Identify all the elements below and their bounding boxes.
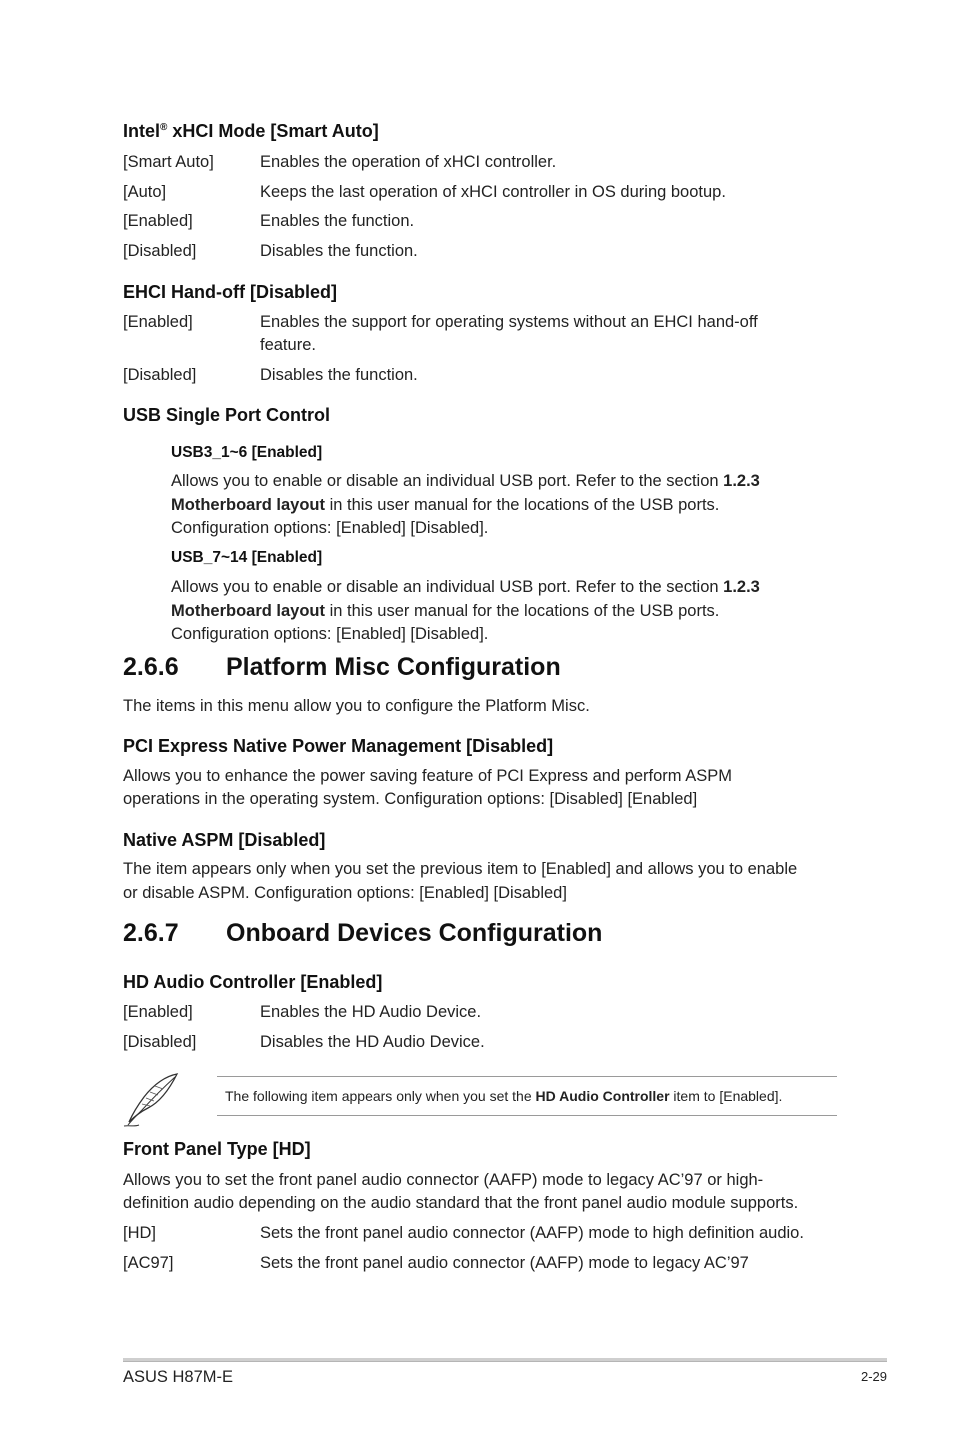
footer-page-number: 2-29 — [860, 1369, 887, 1384]
option-key: [Auto] — [123, 183, 167, 201]
item-ref: HD Audio Controller — [535, 1088, 670, 1104]
text-run: item to [Enabled]. — [669, 1088, 783, 1104]
section-title: Platform Misc Configuration — [226, 653, 561, 681]
pci-aspm-heading: PCI Express Native Power Management [Disabled] — [123, 736, 554, 756]
pci-desc-line1: Allows you to enhance the power saving feature of PCI Express and perform ASPM — [123, 767, 732, 785]
option-key: [AC97] — [123, 1254, 174, 1272]
section-heading-2-6-6 — [123, 653, 823, 685]
usb3-desc-line1 — [171, 472, 760, 491]
text-run: The following item appears only when you set the — [225, 1088, 536, 1104]
option-desc: Disables the function. — [260, 242, 418, 260]
usb-single-port-heading: USB Single Port Control — [123, 405, 330, 425]
option-desc: Keeps the last operation of xHCI controller in OS during bootup. — [260, 183, 726, 201]
usb3-desc-line2 — [171, 496, 719, 515]
option-desc: Disables the function. — [260, 366, 418, 384]
ehci-handoff-heading: EHCI Hand-off [Disabled] — [123, 282, 337, 302]
section-ref-title: Motherboard layout — [171, 496, 326, 514]
usb3-port-subheading: USB3_1~6 [Enabled] — [171, 444, 323, 461]
section-ref-title: Motherboard layout — [171, 602, 326, 620]
option-desc: Disables the HD Audio Device. — [260, 1033, 485, 1051]
section-number: 2.6.6 — [123, 653, 179, 681]
usb7-desc-line3: Configuration options: [Enabled] [Disabled]. — [171, 625, 489, 643]
usb3-desc-line3: Configuration options: [Enabled] [Disabled]. — [171, 519, 489, 537]
option-desc: Enables the support for operating systems without an EHCI hand-off — [260, 313, 758, 331]
option-key: [Enabled] — [123, 212, 193, 230]
option-key: [Disabled] — [123, 242, 197, 260]
native-aspm-heading: Native ASPM [Disabled] — [123, 830, 326, 850]
usb7-desc-line2 — [171, 602, 719, 621]
section-heading-2-6-7 — [123, 919, 823, 951]
footer-rule — [123, 1358, 887, 1362]
front-panel-desc-line1: Allows you to set the front panel audio connector (AAFP) mode to legacy AC’97 or high- — [123, 1171, 764, 1189]
option-desc: Sets the front panel audio connector (AAFP) mode to high definition audio. — [260, 1224, 804, 1242]
option-desc-continued: feature. — [260, 336, 316, 354]
footer-product-name: ASUS H87M-E — [123, 1368, 234, 1386]
registered-mark: ® — [160, 122, 168, 133]
option-key: [Smart Auto] — [123, 153, 214, 171]
section-ref: 1.2.3 — [723, 472, 760, 490]
option-key: [Disabled] — [123, 366, 197, 384]
xhci-mode-heading — [123, 121, 379, 142]
option-desc: Enables the operation of xHCI controller. — [260, 153, 557, 171]
front-panel-heading: Front Panel Type [HD] — [123, 1139, 311, 1159]
option-key: [HD] — [123, 1224, 156, 1242]
option-key: [Enabled] — [123, 313, 193, 331]
option-desc: Sets the front panel audio connector (AAFP) mode to legacy AC’97 — [260, 1254, 749, 1272]
pci-desc-line2: operations in the operating system. Configuration options: [Disabled] [Enabled] — [123, 790, 698, 808]
aspm-desc-line2: or disable ASPM. Configuration options: [Enabled] [Disabled] — [123, 884, 567, 902]
front-panel-desc-line2: definition audio depending on the audio standard that the front panel audio module supports. — [123, 1194, 799, 1212]
usb7-desc-line1 — [171, 578, 760, 597]
hd-audio-heading: HD Audio Controller [Enabled] — [123, 972, 383, 992]
section-title: Onboard Devices Configuration — [226, 919, 603, 947]
option-key: [Enabled] — [123, 1003, 193, 1021]
option-desc: Enables the function. — [260, 212, 415, 230]
xhci-title-prefix: Intel — [123, 121, 161, 141]
note-bottom-rule — [217, 1115, 837, 1116]
note-top-rule — [217, 1076, 837, 1077]
note-text — [225, 1088, 782, 1104]
text-run: Allows you to enable or disable an individual USB port. Refer to the section — [171, 578, 724, 596]
text-run: in this user manual for the locations of the USB ports. — [325, 496, 720, 514]
text-run: in this user manual for the locations of the USB ports. — [325, 602, 720, 620]
section-ref: 1.2.3 — [723, 578, 760, 596]
aspm-desc-line1: The item appears only when you set the previous item to [Enabled] and allows you to enable — [123, 860, 798, 878]
section-number: 2.6.7 — [123, 919, 179, 947]
usb7-port-subheading: USB_7~14 [Enabled] — [171, 549, 323, 566]
quill-pen-icon — [120, 1070, 182, 1130]
option-desc: Enables the HD Audio Device. — [260, 1003, 482, 1021]
option-key: [Disabled] — [123, 1033, 197, 1051]
section-intro: The items in this menu allow you to configure the Platform Misc. — [123, 697, 590, 715]
xhci-title-suffix: xHCI Mode [Smart Auto] — [167, 121, 379, 141]
text-run: Allows you to enable or disable an individual USB port. Refer to the section — [171, 472, 724, 490]
